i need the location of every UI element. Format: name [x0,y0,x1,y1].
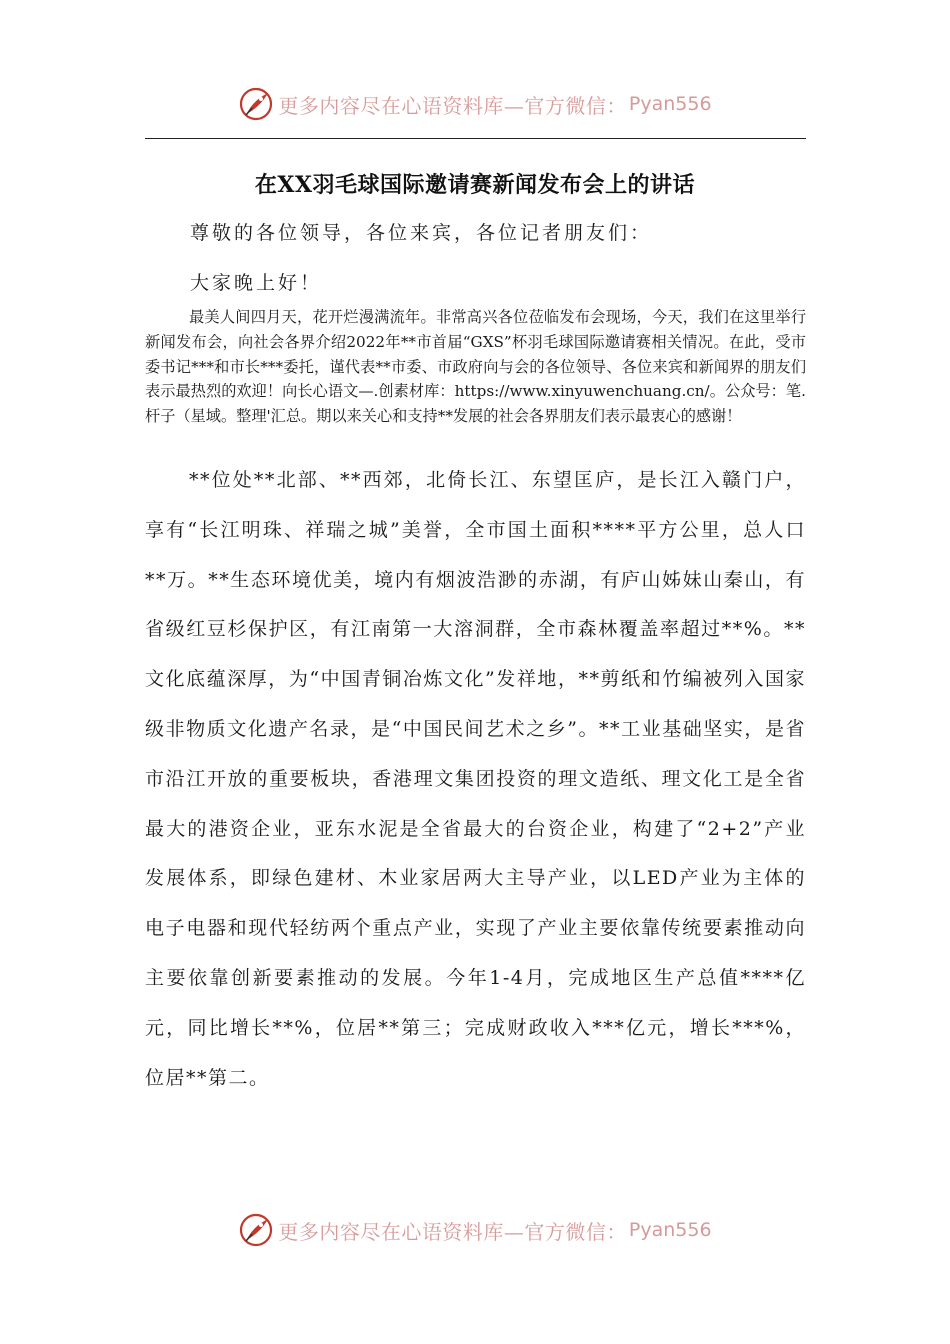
wechat-id: Pyan556 [628,1219,712,1241]
header-banner [0,84,950,124]
paragraph-body: **位处**北部、**西郊，北倚长江、东望匡庐，是长江入赣门户，享有“长江明珠、祥瑞之城”美誉，全市国土面积****平方公里，总人口**万。**生态环境优美，境内有烟波浩渺的赤湖，有庐山姊妹山秦山，有省级红豆杉保护区，有江南第一大溶洞群，全市森林覆盖率超过**%。**文化底蕴深厚，为“中国青铜冶炼文化”发祥地，**剪纸和竹编被列入国家级非物质文化遗产名录，是“中国民间艺术之乡”。**工业基础坚实，是省市沿江开放的重要板块，香港理文集团投资的理文造纸、理文化工是全省最大的港资企业，亚东水泥是全省最大的台资企业，构建了“2+2”产业发展体系，即绿色建材、木业家居两大主导产业，以LED产业为主体的电子电器和现代轻纺两个重点产业，实现了产业主要依靠传统要素推动向主要依靠创新要素推动的发展。今年1-4月，完成地区生产总值****亿元，同比增长**%，位居**第三；完成财政收入***亿元，增长***%，位居**第二。 [145,469,806,1089]
salutation: 尊敬的各位领导，各位来宾，各位记者朋友们： [190,222,653,244]
banner-text: 更多内容尽在心语资料库—官方微信： [278,1219,627,1244]
greeting: 大家晚上好！ [190,272,323,294]
footer-banner [0,1210,950,1250]
document-title: 在XX羽毛球国际邀请赛新闻发布会上的讲话 [254,172,696,198]
wechat-id: Pyan556 [628,93,712,115]
header-divider [145,138,806,139]
banner-text: 更多内容尽在心语资料库—官方微信： [278,93,627,118]
quill-logo-icon [238,1212,274,1248]
quill-logo-icon [238,86,274,122]
paragraph-intro: 最美人间四月天，花开烂漫满流年。非常高兴各位莅临发布会现场，今天，我们在这里举行新闻发布会，向社会各界介绍2022年**市首届“GXS”杯羽毛球国际邀请赛相关情况。在此，受市委书记***和市长***委托，谨代表**市委、市政府向与会的各位领导、各位来宾和新闻界的朋友们表示最热烈的欢迎！向长心语文—.创素材库：https://www.xinyuwenchuang.cn/。公众号：笔.杆子（星域。整理'汇总。期以来关心和支持**发展的社会各界朋友们表示最衷心的感谢！ [145,308,806,426]
